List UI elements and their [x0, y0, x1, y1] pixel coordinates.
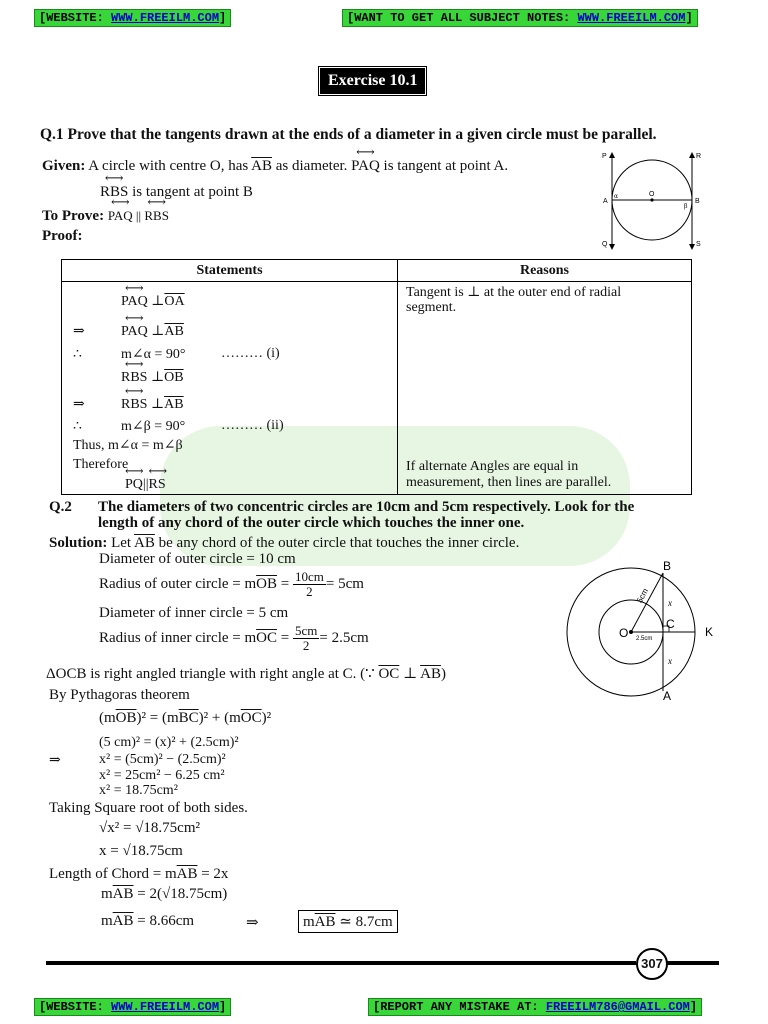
fig2-label-2-5cm: 2.5cm	[636, 636, 653, 642]
q2-pythagoras-label: By Pythagoras theorem	[49, 687, 190, 703]
reasons-cell	[398, 282, 692, 495]
q2-eq3: x² = (5cm)² − (2.5cm)²	[99, 752, 226, 767]
q1-to-prove: To Prove: ⟷ PAQ || ⟷ RBS	[42, 208, 169, 225]
fig2-label-a: A	[663, 689, 672, 703]
reason-1b: segment.	[406, 300, 457, 315]
q2-eq9-arrow: ⇒	[246, 915, 259, 931]
footer-website-banner: [WEBSITE: WWW.FREEILM.COM]	[34, 998, 231, 1016]
statement-6-symbol: ∴	[73, 419, 82, 434]
fig2-label-5cm: 5cm	[634, 586, 650, 605]
q2-eq1: $(m\overline{OB})^2 = (m\overline{BC})^2 + (m\overline{OC})^2$	[99, 710, 272, 726]
q2-eq2: (5 cm)² = (x)² + (2.5cm)²	[99, 735, 239, 750]
q2-eq8: $m\overline{AB} = 2(√18.75cm)$	[101, 886, 228, 902]
footer-rule-left	[46, 961, 636, 965]
q2-eq7: x = √18.75cm	[99, 843, 183, 859]
q2-sqrt-label: Taking Square root of both sides.	[49, 800, 248, 816]
statement-6: m∠β = 90°	[121, 419, 186, 434]
reason-2b: measurement, then lines are parallel.	[406, 475, 612, 490]
statement-7: Thus, m∠α = m∠β	[73, 438, 183, 453]
q2-solution: Solution: Let $\overline{AB}$ be any chord of the outer circle that touches the inner circle.	[49, 535, 520, 551]
exercise-title: Exercise 10.1	[320, 68, 425, 94]
statements-header: Statements	[62, 260, 398, 282]
statement-9: ⟷ PQ||⟷ RS	[125, 477, 166, 493]
reason-2: If alternate Angles are equal in	[406, 459, 579, 474]
footer-rule-right	[664, 961, 719, 965]
q2-diameter-inner: Diameter of inner circle = 5 cm	[99, 605, 289, 621]
q2-eq3-symbol: ⇒	[49, 753, 61, 768]
fig2-label-x-bottom: x	[668, 656, 672, 666]
fig2-label-x-top: x	[668, 598, 672, 608]
page-number: 307	[636, 948, 668, 980]
q1-circle-figure	[598, 148, 710, 256]
footer-email-link[interactable]: FREEILM786@GMAIL.COM	[545, 1000, 690, 1014]
header-website-link[interactable]: WWW.FREEILM.COM	[111, 11, 220, 25]
statement-4: ⟷ RBS $\perp\overline{OB}$	[121, 369, 184, 386]
q2-triangle-statement: ΔOCB is right angled triangle with right angle at C. (∵ $\overline{OC}$ ⊥ $\overline{AB}$)	[46, 666, 446, 682]
q2-length-chord: Length of Chord = $m\overline{AB} = 2x$	[49, 866, 229, 882]
fig1-label-a: A	[603, 198, 608, 205]
fig2-label-b: B	[663, 559, 672, 573]
statement-3-tag: ……… (i)	[221, 346, 280, 361]
q1-given: Given: A circle with centre O, has $\overline{AB}$ as diameter. ⟷ PAQ is tangent at point A.	[42, 158, 508, 175]
fig1-label-s: S	[696, 241, 701, 248]
statement-6-tag: ……… (ii)	[221, 418, 284, 433]
fig1-label-alpha: α	[614, 193, 619, 200]
q2-number: Q.2	[49, 499, 72, 515]
q2-radius-inner: Radius of inner circle = $m\overline{OC}$ = $\frac{5cm}{2}$ = 2.5cm	[99, 623, 369, 653]
q2-eq6: √x² = √18.75cm²	[99, 820, 200, 836]
statement-3-symbol: ∴	[73, 347, 82, 362]
q1-question: Q.1 Prove that the tangents drawn at the ends of a diameter in a given circle must be parallel.	[40, 126, 657, 143]
reasons-header: Reasons	[398, 260, 692, 282]
fig2-label-c: C	[666, 617, 675, 631]
fig1-label-b: B	[695, 198, 700, 205]
statements-cell	[62, 282, 398, 495]
fig1-label-p: P	[602, 153, 607, 160]
header-notes-banner: [WANT TO GET ALL SUBJECT NOTES: WWW.FREEILM.COM]	[342, 9, 698, 27]
q2-line1: The diameters of two concentric circles are 10cm and 5cm respectively. Look for the	[98, 499, 635, 515]
statement-3: m∠α = 90°	[121, 347, 186, 362]
statement-1: ⟷ PAQ $\perp\overline{OA}$	[121, 293, 185, 310]
fig2-label-k: K	[705, 625, 714, 639]
fig2-label-o: O	[619, 626, 629, 640]
q2-concentric-circles-figure	[565, 556, 725, 706]
q1-given-rbs: ⟷ RBS is tangent at point B	[100, 184, 253, 201]
q2-diameter-outer: Diameter of outer circle = 10 cm	[99, 551, 296, 567]
statement-5-symbol: ⇒	[73, 397, 85, 412]
q1-proof-label: Proof:	[42, 228, 83, 244]
footer-report-banner: [REPORT ANY MISTAKE AT: FREEILM786@GMAIL.COM]	[368, 998, 702, 1016]
fig1-label-r: R	[696, 153, 702, 160]
fig1-label-beta: β	[684, 203, 688, 210]
statement-2: ⟷ PAQ $\perp\overline{AB}$	[121, 323, 184, 340]
q2-line2: length of any chord of the outer circle which touches the inner one.	[98, 515, 525, 531]
q2-eq9: $m\overline{AB} = 8.66cm$	[101, 913, 195, 929]
statement-2-symbol: ⇒	[73, 324, 85, 339]
q2-final-answer: $m\overline{AB}$ ≃ 8.7cm	[298, 910, 398, 933]
footer-website-link[interactable]: WWW.FREEILM.COM	[111, 1000, 220, 1014]
statement-5: ⟷ RBS $\perp\overline{AB}$	[121, 396, 184, 413]
q2-eq5: x² = 18.75cm²	[99, 783, 178, 798]
q2-eq4: x² = 25cm² − 6.25 cm²	[99, 768, 225, 783]
proof-table	[61, 259, 692, 495]
fig1-label-q: Q	[602, 241, 608, 248]
q2-radius-outer: Radius of outer circle = $m\overline{OB}$ = $\frac{10cm}{2}$ = 5cm	[99, 569, 364, 599]
statement-8: Therefore	[73, 457, 129, 472]
header-website-banner: [WEBSITE: WWW.FREEILM.COM]	[34, 9, 231, 27]
fig1-label-o: O	[649, 191, 655, 198]
header-notes-link[interactable]: WWW.FREEILM.COM	[577, 11, 686, 25]
reason-1: Tangent is ⊥ at the outer end of radial	[406, 285, 622, 300]
